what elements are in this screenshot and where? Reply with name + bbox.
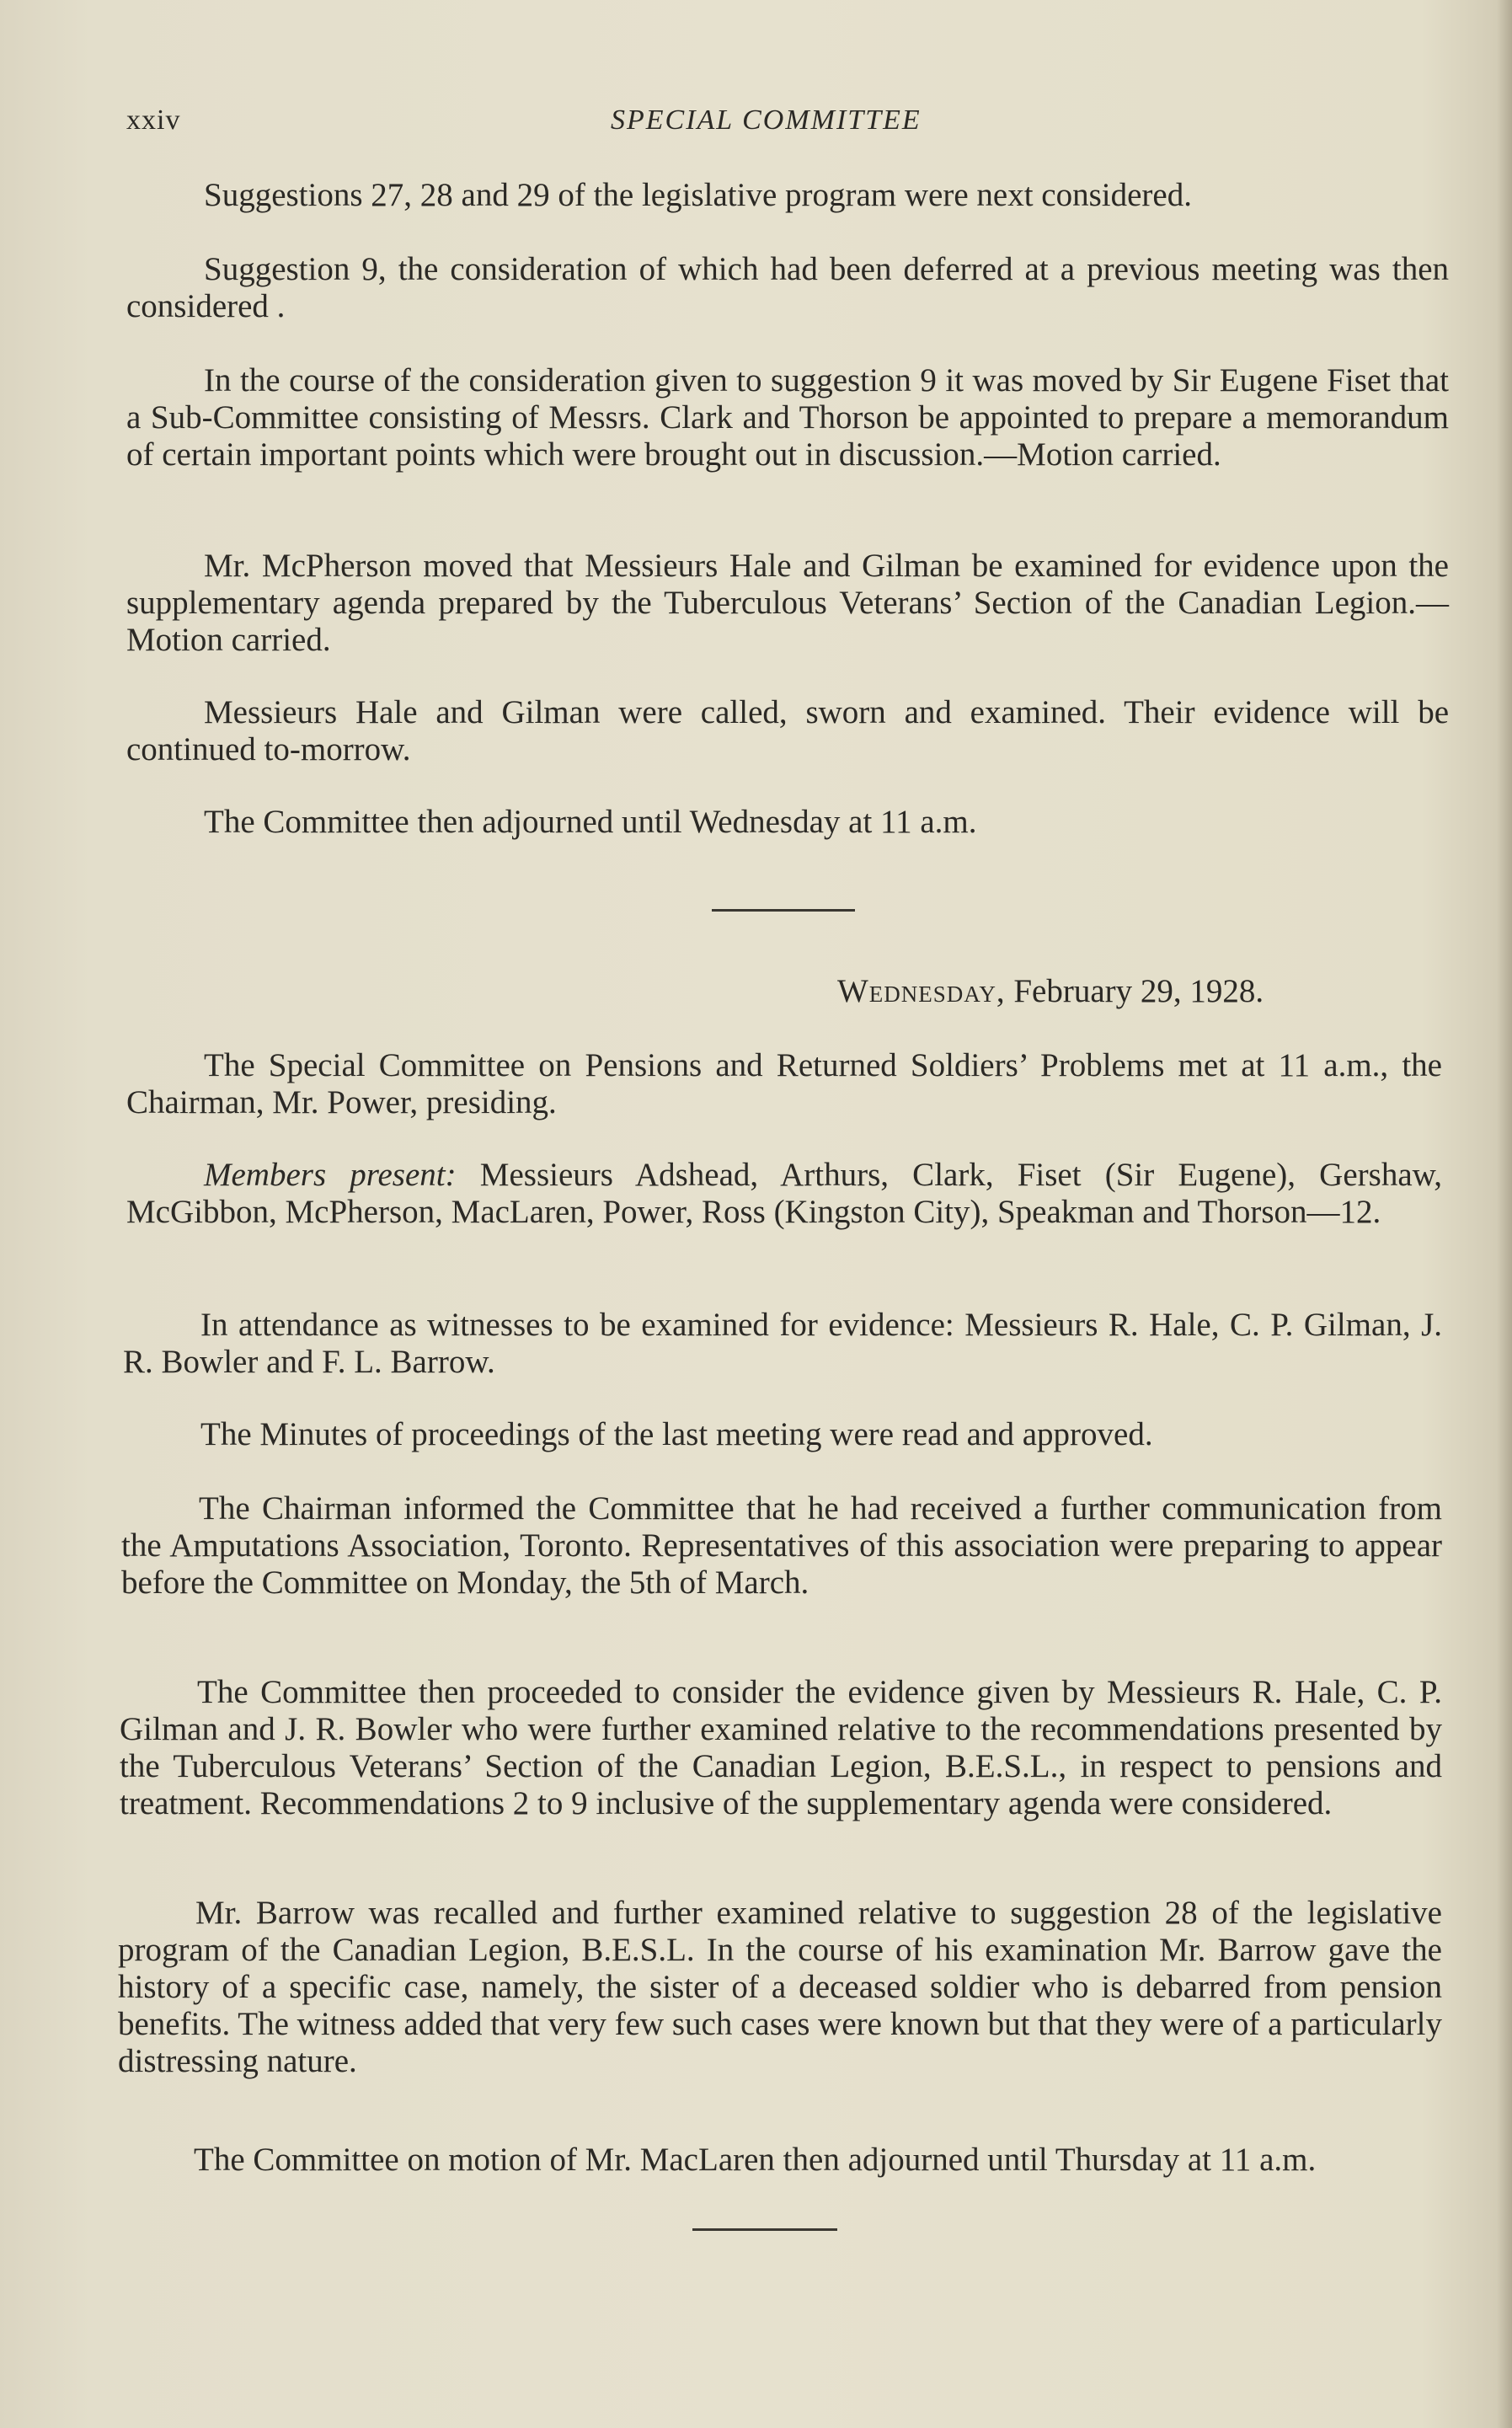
paragraph: Mr. McPherson moved that Messieurs Hale and Gilman be examined for evidence upon the supplementary agenda prepared by the Tuberculous Veterans’ Section of the Canadian Legion.—Motion carried. [126,548,1449,658]
paragraph: Messieurs Hale and Gilman were called, sworn and examined. Their evidence will be continued to-morrow. [126,694,1449,767]
paragraph: The Committee then proceeded to consider the evidence given by Messieurs R. Hale, C. P. Gilman and J. R. Bowler who were further examined relative to the recommendations presented by the Tuberculous Veterans’ Section of the Canadian Legion, B.E.S.L., in respect to pensions and treatment. Recommendations 2 to 9 inclusive of the supplementary agenda were considered. [120,1674,1442,1821]
paragraph: The Special Committee on Pensions and Returned Soldiers’ Problems met at 11 a.m., the Chairman, Mr. Power, presiding. [126,1047,1442,1120]
paragraph: The Minutes of proceedings of the last meeting were read and approved. [200,1416,1153,1452]
paragraph: Suggestion 9, the consideration of which had been deferred at a previous meeting was then considered . [126,251,1449,324]
paragraph: In attendance as witnesses to be examined for evidence: Messieurs R. Hale, C. P. Gilman, J. R. Bowler and F. L. Barrow. [123,1307,1442,1380]
page-header [126,104,1449,143]
members-present-label: Members present: [204,1157,457,1193]
dateline-day: Wednesday, [837,973,1006,1009]
dateline-date: February 29, 1928. [1013,973,1264,1009]
paragraph: Suggestions 27, 28 and 29 of the legislative program were next considered. [204,177,1192,213]
section-divider [712,909,855,912]
paragraph: The Chairman informed the Committee that he had received a further communication from the Amputations Association, Toronto. Representatives of this association were preparing to appear before the Committee on Monday, the 5th of March. [121,1490,1442,1601]
paragraph: The Committee then adjourned until Wednesday at 11 a.m. [204,804,977,840]
paragraph: The Committee on motion of Mr. MacLaren then adjourned until Thursday at 11 a.m. [194,2142,1317,2178]
running-head: SPECIAL COMMITTEE [611,104,922,136]
members-present [126,1157,1442,1231]
paragraph: Mr. Barrow was recalled and further examined relative to suggestion 28 of the legislative program of the Canadian Legion, B.E.S.L. In the course of his examination Mr. Barrow gave the history of a specific case, namely, the sister of a deceased soldier who is debarred from pension benefits. The witness added that very few such cases were known but that they were of a particularly distressing nature. [118,1895,1442,2079]
meeting-dateline [837,973,1264,1010]
page-number: xxiv [126,104,181,136]
members-present-list: Messieurs Adshead, Arthurs, Clark, Fiset (Sir Eugene), Gershaw, McGibbon, McPherson, MacLaren, Power, Ross (Kingston City), Speakman and Thorson—12. [126,1157,1443,1230]
section-divider [692,2228,837,2231]
page-edge-shadow [1497,0,1512,2428]
paragraph: In the course of the consideration given to suggestion 9 it was moved by Sir Eugene Fiset that a Sub-Committee consisting of Messrs. Clark and Thorson be appointed to prepare a memorandum of certain important points which were brought out in discussion.—Motion carried. [126,362,1449,473]
